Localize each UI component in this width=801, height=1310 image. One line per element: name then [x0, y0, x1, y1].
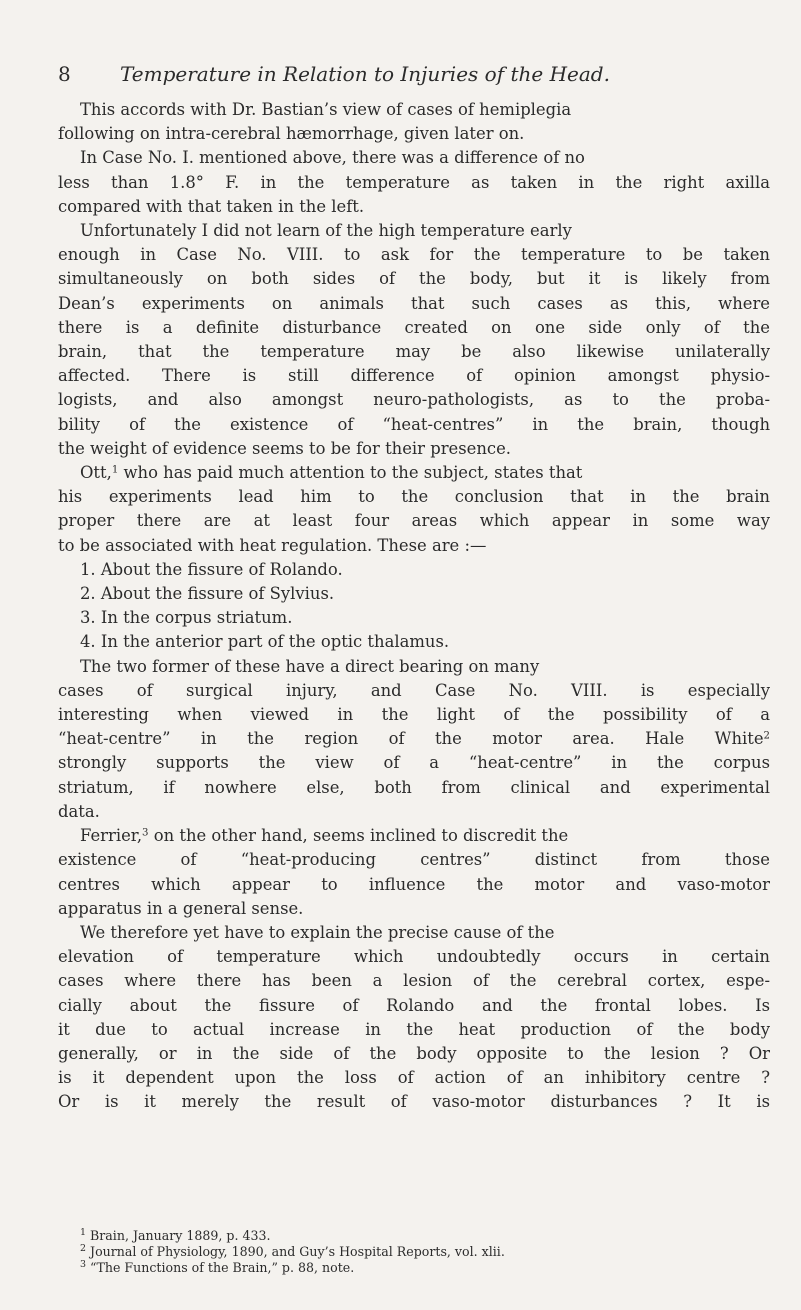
running-header — [58, 62, 758, 86]
footnote-mark: 1 — [80, 1226, 87, 1238]
text-line — [58, 171, 770, 195]
text-line — [58, 655, 770, 679]
line-text: The two former of these have a direct bearing on many — [80, 656, 540, 676]
line-text: proper there are at least four areas which appear in some way — [58, 511, 770, 531]
footnote-reference: 3 — [142, 827, 149, 839]
text-line — [58, 606, 770, 630]
line-text: “heat-centre” in the region of the motor area. Hale White — [58, 729, 764, 749]
line-text: data. — [58, 801, 100, 821]
text-line — [58, 727, 770, 751]
text-line — [58, 509, 770, 533]
line-text: affected. There is still difference of opinion amongst physio- — [58, 366, 770, 386]
line-text: his experiments lead him to the conclusion that in the brain — [58, 487, 770, 507]
text-line — [58, 219, 770, 243]
text-line — [58, 994, 770, 1018]
text-line — [58, 340, 770, 364]
line-text: Unfortunately I did not learn of the high temperature early — [80, 221, 572, 241]
text-line — [58, 1066, 770, 1090]
text-line — [58, 582, 770, 606]
line-text: it due to actual increase in the heat production of the body — [58, 1019, 770, 1039]
text-line — [58, 388, 770, 412]
text-line — [58, 1090, 770, 1114]
text-line — [58, 969, 770, 993]
text-line — [58, 945, 770, 969]
text-line — [58, 267, 770, 291]
text-line — [58, 534, 770, 558]
text-line — [58, 98, 770, 122]
footnote-text: Brain, January 1889, p. 433. — [86, 1228, 271, 1243]
line-text: 4. In the anterior part of the optic thalamus. — [80, 632, 450, 652]
line-text: to be associated with heat regulation. These are :— — [58, 535, 487, 555]
line-text: interesting when viewed in the light of the possibility of a — [58, 705, 770, 725]
line-text: In Case No. I. mentioned above, there was a difference of no — [80, 148, 585, 168]
line-text: 2. About the fissure of Sylvius. — [80, 584, 335, 604]
line-text: there is a definite disturbance created on one side only of the — [58, 317, 770, 337]
text-line — [58, 485, 770, 509]
line-text: existence of “heat-producing centres” distinct from those — [58, 850, 770, 870]
text-line — [58, 558, 770, 582]
text-line — [58, 413, 770, 437]
text-line — [58, 873, 770, 897]
text-line — [58, 461, 770, 485]
footnote-reference: 2 — [763, 730, 770, 742]
text-line — [58, 364, 770, 388]
line-text: 1. About the fissure of Rolando. — [80, 559, 343, 579]
line-text-continued: on the other hand, seems inclined to discredit the — [148, 826, 569, 846]
line-text: bility of the existence of “heat-centres” in the brain, though — [58, 414, 770, 434]
line-text: Ferrier, — [80, 826, 143, 846]
text-line — [58, 921, 770, 945]
line-text: apparatus in a general sense. — [58, 898, 304, 918]
text-line — [58, 800, 770, 824]
text-line — [58, 292, 770, 316]
footnote — [58, 1244, 770, 1260]
line-text: striatum, if nowhere else, both from clinical and experimental — [58, 777, 770, 797]
body-text — [58, 98, 770, 1115]
line-text: centres which appear to influence the motor and vaso-motor — [58, 874, 770, 894]
text-line — [58, 897, 770, 921]
line-text: is it dependent upon the loss of action of an inhibitory centre ? — [58, 1068, 770, 1088]
line-text: simultaneously on both sides of the body, but it is likely from — [58, 269, 770, 289]
footnote — [58, 1228, 770, 1244]
footnote-reference: 1 — [111, 464, 119, 476]
text-line — [58, 1042, 770, 1066]
line-text: Or is it merely the result of vaso-motor disturbances ? It is — [58, 1092, 770, 1112]
text-line — [58, 316, 770, 340]
footnote-mark: 2 — [80, 1242, 87, 1254]
footnotes — [58, 1228, 770, 1276]
line-text: logists, and also amongst neuro-pathologists, as to the proba- — [58, 390, 770, 410]
line-text: brain, that the temperature may be also likewise unilaterally — [58, 342, 770, 362]
text-line — [58, 848, 770, 872]
line-text: This accords with Dr. Bastian’s view of cases of hemiplegia — [80, 100, 572, 119]
text-line — [58, 776, 770, 800]
line-text: elevation of temperature which undoubtedly occurs in certain — [58, 947, 770, 967]
text-line — [58, 751, 770, 775]
running-title: Temperature in Relation to Injuries of the Head. — [120, 62, 610, 86]
line-text: strongly supports the view of a “heat-centre” in the corpus — [58, 753, 770, 773]
footnote-mark: 3 — [80, 1258, 87, 1270]
line-text: Dean’s experiments on animals that such cases as this, where — [58, 293, 770, 313]
line-text-continued: who has paid much attention to the subject, states that — [118, 463, 583, 483]
footnote — [58, 1260, 770, 1276]
line-text: 3. In the corpus striatum. — [80, 608, 293, 628]
text-line — [58, 630, 770, 654]
text-line — [58, 824, 770, 848]
line-text: We therefore yet have to explain the precise cause of the — [80, 922, 555, 942]
line-text: generally, or in the side of the body opposite to the lesion ? Or — [58, 1043, 770, 1063]
line-text: the weight of evidence seems to be for their presence. — [58, 438, 511, 458]
line-text: compared with that taken in the left. — [58, 196, 365, 216]
text-line — [58, 679, 770, 703]
line-text: cially about the fissure of Rolando and the frontal lobes. Is — [58, 995, 770, 1015]
line-text: enough in Case No. VIII. to ask for the temperature to be taken — [58, 245, 770, 265]
text-line — [58, 243, 770, 267]
line-text: cases of surgical injury, and Case No. VIII. is especially — [58, 680, 770, 700]
text-line — [58, 437, 770, 461]
page-number: 8 — [58, 62, 71, 86]
line-text: Ott, — [80, 463, 112, 483]
footnote-text: “The Functions of the Brain,” p. 88, note. — [86, 1260, 355, 1275]
text-line — [58, 195, 770, 219]
text-line — [58, 1018, 770, 1042]
line-text: cases where there has been a lesion of the cerebral cortex, espe- — [58, 971, 770, 991]
text-line — [58, 703, 770, 727]
line-text: less than 1.8° F. in the temperature as taken in the right axilla — [58, 172, 770, 192]
text-line — [58, 122, 770, 146]
footnote-text: Journal of Physiology, 1890, and Guy’s Hospital Reports, vol. xlii. — [86, 1244, 505, 1259]
text-line — [58, 146, 770, 170]
line-text: following on intra-cerebral hæmorrhage, given later on. — [58, 124, 525, 144]
